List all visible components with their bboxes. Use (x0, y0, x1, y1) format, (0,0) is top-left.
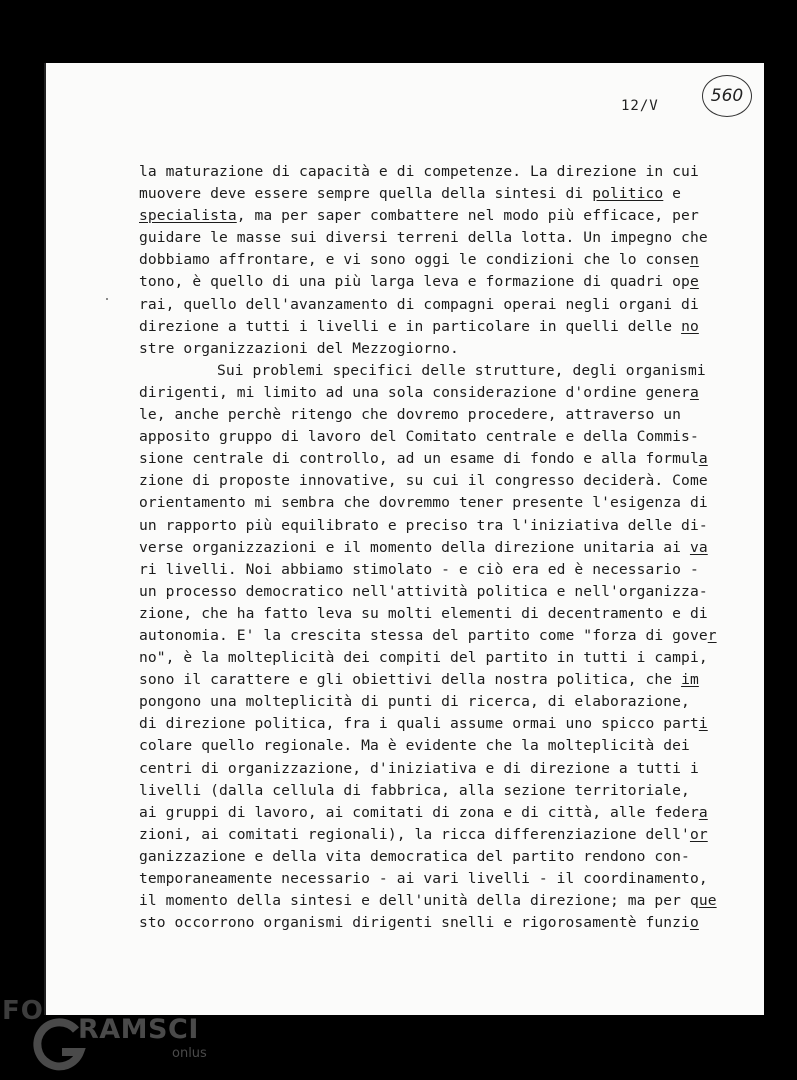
underlined-text: a (689, 383, 699, 401)
text-line (139, 382, 709, 404)
text-line-content: livelli (dalla cellula di fabbrica, alla sezione territoriale, (139, 781, 690, 799)
text-line-content: ai gruppi di lavoro, ai comitati di zona e di città, alle feder (139, 803, 699, 821)
text-line-content: sione centrale di controllo, ad un esame di fondo e alla formul (139, 450, 699, 468)
underlined-text: n (689, 251, 699, 269)
underlined-text: ue (698, 892, 717, 910)
margin-dot (106, 298, 108, 300)
text-line-content: tono, è quello di una più larga leva e formazione di quadri op (139, 273, 690, 291)
typewritten-text (139, 161, 717, 934)
document-page (44, 63, 764, 1015)
underlined-text: va (689, 538, 708, 556)
stamp-number: 560 (710, 86, 744, 106)
text-line (139, 537, 709, 559)
text-line-content: stre organizzazioni del Mezzogiorno. (139, 339, 459, 357)
logo-word: RAMSCI (78, 1014, 199, 1045)
text-line-content: temporaneamente necessario - ai vari livelli - il coordinamento, (139, 870, 708, 887)
text-line (139, 735, 709, 757)
text-line-content: guidare le masse sui diversi terreni della lotta. Un impegno che (139, 229, 708, 247)
text-line (139, 691, 709, 713)
text-line-content: un rapporto più equilibrato e preciso tra l'iniziativa delle di- (139, 516, 708, 534)
text-line-content: la maturazione di capacità e di competenze. La direzione in cui (139, 163, 699, 180)
text-line (139, 780, 709, 802)
underlined-text: i (698, 715, 708, 733)
text-line (139, 448, 709, 470)
underlined-text: or (689, 825, 708, 843)
text-line (139, 426, 709, 448)
page-number: 12/V (621, 98, 659, 114)
text-line-content: il momento della sintesi e dell'unità della direzione; ma per q (139, 892, 699, 910)
text-line-content: zione di proposte innovative, su cui il congresso deciderà. Come (139, 472, 708, 490)
text-line-content: muovere deve essere sempre quella della sintesi di (139, 185, 593, 203)
text-line (139, 294, 709, 316)
text-line-content: colare quello regionale. Ma è evidente che la molteplicità dei (139, 737, 690, 755)
text-line-content: pongono una molteplicità di punti di ricerca, di elaborazione, (139, 693, 690, 711)
text-line-content: sono il carattere e gli obiettivi della nostra politica, che (139, 671, 682, 689)
text-line (139, 625, 717, 647)
text-line (139, 205, 709, 227)
text-line (139, 758, 709, 780)
text-line-content: ganizzazione e della vita democratica del partito rendono con- (139, 847, 690, 865)
logo-suffix: onlus (172, 1046, 207, 1061)
text-line-content: rai, quello dell'avanzamento di compagni operai negli organi di (139, 295, 699, 313)
text-line (139, 470, 709, 492)
text-line (139, 492, 709, 514)
text-line (139, 802, 709, 824)
text-line (139, 713, 709, 735)
underlined-text: politico (592, 185, 664, 203)
archive-stamp (702, 75, 752, 117)
text-line-content: Sui problemi specifici delle strutture, degli organismi (217, 361, 706, 379)
text-line (139, 271, 709, 293)
text-line-content: un processo democratico nell'attività politica e nell'organizza- (139, 582, 708, 600)
text-line (139, 559, 709, 581)
text-line (139, 824, 709, 846)
underlined-text: e (689, 273, 699, 291)
text-line (139, 183, 709, 205)
text-line-content: zioni, ai comitati regionali), la ricca differenziazione dell' (139, 825, 690, 843)
text-line (139, 581, 709, 603)
text-line-content: sto occorrono organismi dirigenti snelli e rigorosamentè funzi (139, 914, 690, 932)
text-line (139, 515, 709, 537)
text-line-content: centri di organizzazione, d'iniziativa e di direzione a tutti i (139, 759, 699, 777)
text-line-content: direzione a tutti i livelli e in particolare in quelli delle (139, 317, 682, 335)
text-line (139, 890, 717, 912)
underlined-text: a (698, 450, 708, 468)
text-line-tail: e (663, 185, 682, 203)
text-line-content: no", è la molteplicità dei compiti del partito in tutti i campi, (139, 649, 708, 667)
underlined-text: im (681, 671, 699, 689)
logo-prefix: FO (2, 996, 44, 1026)
underlined-text: r (707, 626, 717, 644)
text-line-content: zione, che ha fatto leva su molti elementi di decentramento e di (139, 604, 708, 622)
text-line-content: ri livelli. Noi abbiamo stimolato - e ciò era ed è necessario - (139, 560, 699, 578)
text-line-content: orientamento mi sembra che dovremmo tener presente l'esigenza di (139, 494, 708, 512)
text-line (139, 603, 709, 625)
text-line (139, 404, 709, 426)
fondazione-gramsci-logo (0, 992, 230, 1080)
text-line-content: le, anche perchè ritengo che dovremo procedere, attraverso un (139, 406, 682, 424)
text-line-content: dirigenti, mi limito ad una sola considerazione d'ordine gener (139, 383, 690, 401)
text-line (139, 647, 709, 669)
text-line (139, 868, 709, 890)
text-line (139, 338, 709, 360)
underlined-text: o (689, 914, 699, 932)
text-line (139, 316, 709, 338)
text-line (139, 227, 709, 249)
text-line (139, 360, 709, 382)
text-line-content: verse organizzazioni e il momento della direzione unitaria ai (139, 538, 690, 556)
text-line-content: dobbiamo affrontare, e vi sono oggi le condizioni che lo conse (139, 251, 690, 269)
text-line (139, 912, 709, 934)
text-line (139, 846, 709, 868)
text-line-content: autonomia. E' la crescita stessa del partito come "forza di gove (139, 626, 708, 644)
underlined-text: specialista (139, 207, 237, 225)
text-line-content: apposito gruppo di lavoro del Comitato centrale e della Commis- (139, 428, 699, 446)
text-line (139, 161, 709, 183)
underlined-text: a (698, 803, 708, 821)
text-line-tail: , ma per saper combattere nel modo più efficace, per (236, 207, 699, 225)
text-line (139, 249, 709, 271)
text-line (139, 669, 709, 691)
underlined-text: no (681, 317, 699, 335)
text-line-content: di direzione politica, fra i quali assume ormai uno spicco part (139, 715, 699, 733)
